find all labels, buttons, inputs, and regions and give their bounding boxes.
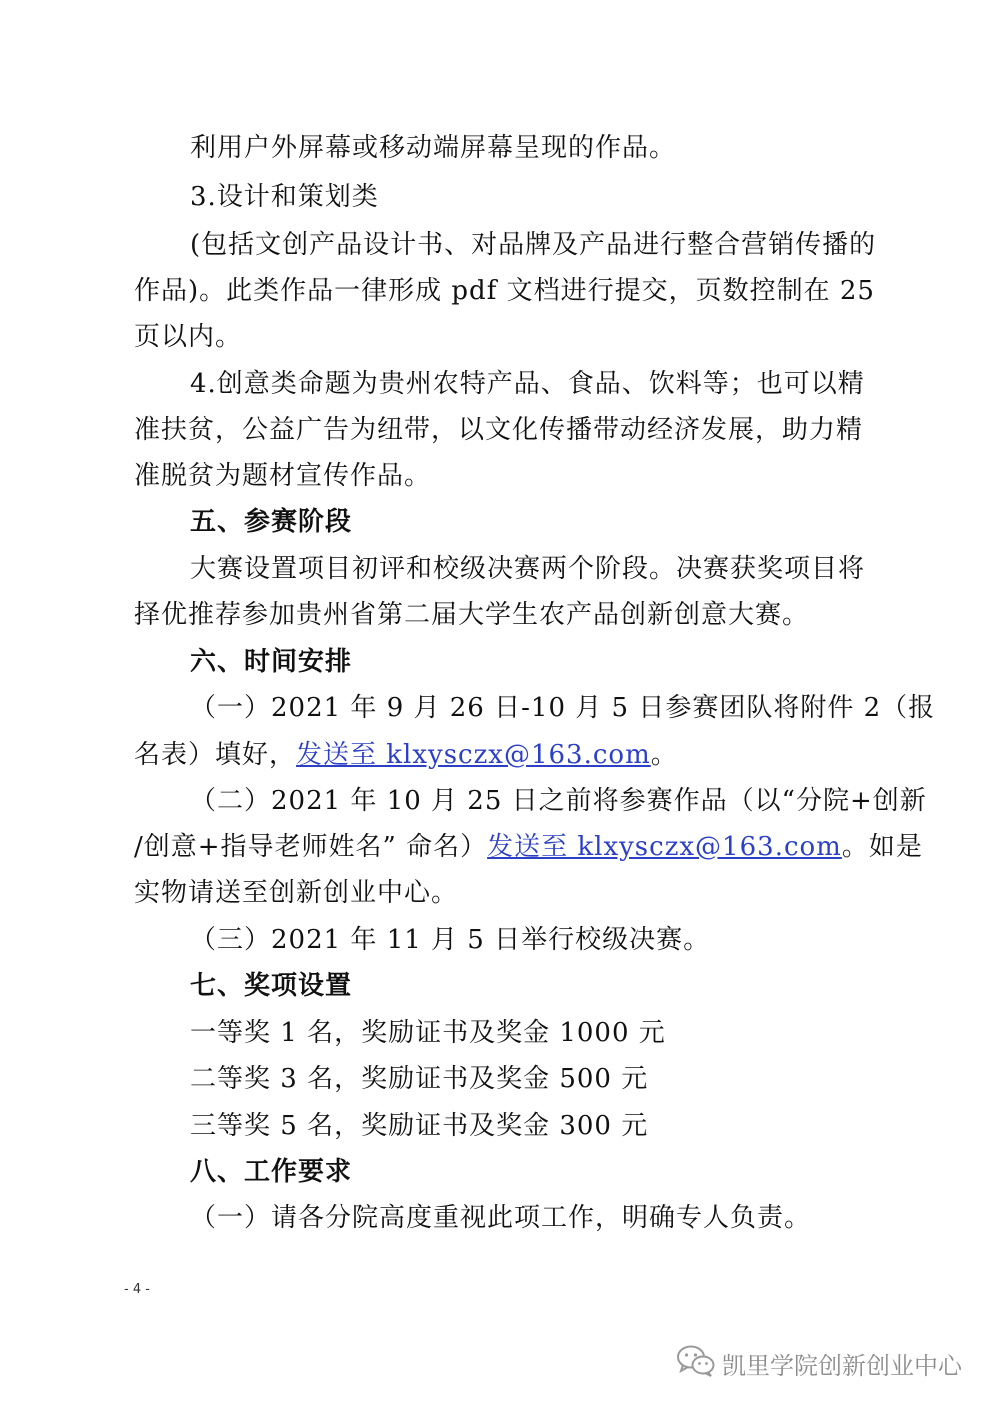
body-line: (包括文创产品设计书、对品牌及产品进行整合营销传播的 bbox=[190, 230, 877, 260]
section-heading-8: 八、工作要求 bbox=[190, 1157, 353, 1187]
section-heading-7: 七、奖项设置 bbox=[190, 971, 353, 1001]
body-line: 页以内。 bbox=[134, 322, 243, 352]
subsection-heading: 3.设计和策划类 bbox=[190, 182, 379, 212]
body-line: 准扶贫，公益广告为纽带，以文化传播带动经济发展，助力精 bbox=[134, 415, 864, 445]
body-text: 。如是 bbox=[841, 832, 923, 862]
body-text: 。 bbox=[650, 740, 678, 770]
body-line: 4.创意类命题为贵州农特产品、食品、饮料等；也可以精 bbox=[190, 369, 865, 399]
body-line: 择优推荐参加贵州省第二届大学生农产品创新创意大赛。 bbox=[134, 600, 810, 630]
body-line: 一等奖 1 名，奖励证书及奖金 1000 元 bbox=[190, 1018, 666, 1048]
body-line: 大赛设置项目初评和校级决赛两个阶段。决赛获奖项目将 bbox=[190, 554, 866, 584]
body-text: /创意+指导老师姓名” 命名） bbox=[134, 832, 488, 862]
body-line: 利用户外屏幕或移动端屏幕呈现的作品。 bbox=[190, 133, 677, 163]
section-heading-6: 六、时间安排 bbox=[190, 647, 353, 677]
email-link[interactable]: 发送至 klxysczx@163.com bbox=[296, 740, 651, 770]
watermark bbox=[676, 1344, 962, 1382]
wechat-icon bbox=[676, 1344, 716, 1382]
body-line: （二）2021 年 10 月 25 日之前将参赛作品（以“分院+创新 bbox=[190, 786, 927, 816]
body-line: 准脱贫为题材宣传作品。 bbox=[134, 461, 432, 491]
body-line: 三等奖 5 名，奖励证书及奖金 300 元 bbox=[190, 1111, 649, 1141]
body-line: （一）请各分院高度重视此项工作，明确专人负责。 bbox=[190, 1203, 812, 1233]
section-heading-5: 五、参赛阶段 bbox=[190, 507, 353, 537]
body-text: 名表）填好， bbox=[134, 740, 297, 770]
body-line: 作品)。此类作品一律形成 pdf 文档进行提交，页数控制在 25 bbox=[134, 276, 875, 306]
page-number: - 4 - bbox=[124, 1282, 150, 1297]
body-line bbox=[134, 830, 923, 864]
body-line: 二等奖 3 名，奖励证书及奖金 500 元 bbox=[190, 1064, 649, 1094]
email-link[interactable]: 发送至 klxysczx@163.com bbox=[487, 832, 842, 862]
body-line: （一）2021 年 9 月 26 日-10 月 5 日参赛团队将附件 2（报 bbox=[190, 693, 936, 723]
body-line bbox=[134, 738, 678, 772]
body-line: 实物请送至创新创业中心。 bbox=[134, 878, 459, 908]
watermark-text: 凯里学院创新创业中心 bbox=[722, 1351, 962, 1380]
body-line: （三）2021 年 11 月 5 日举行校级决赛。 bbox=[190, 925, 711, 955]
